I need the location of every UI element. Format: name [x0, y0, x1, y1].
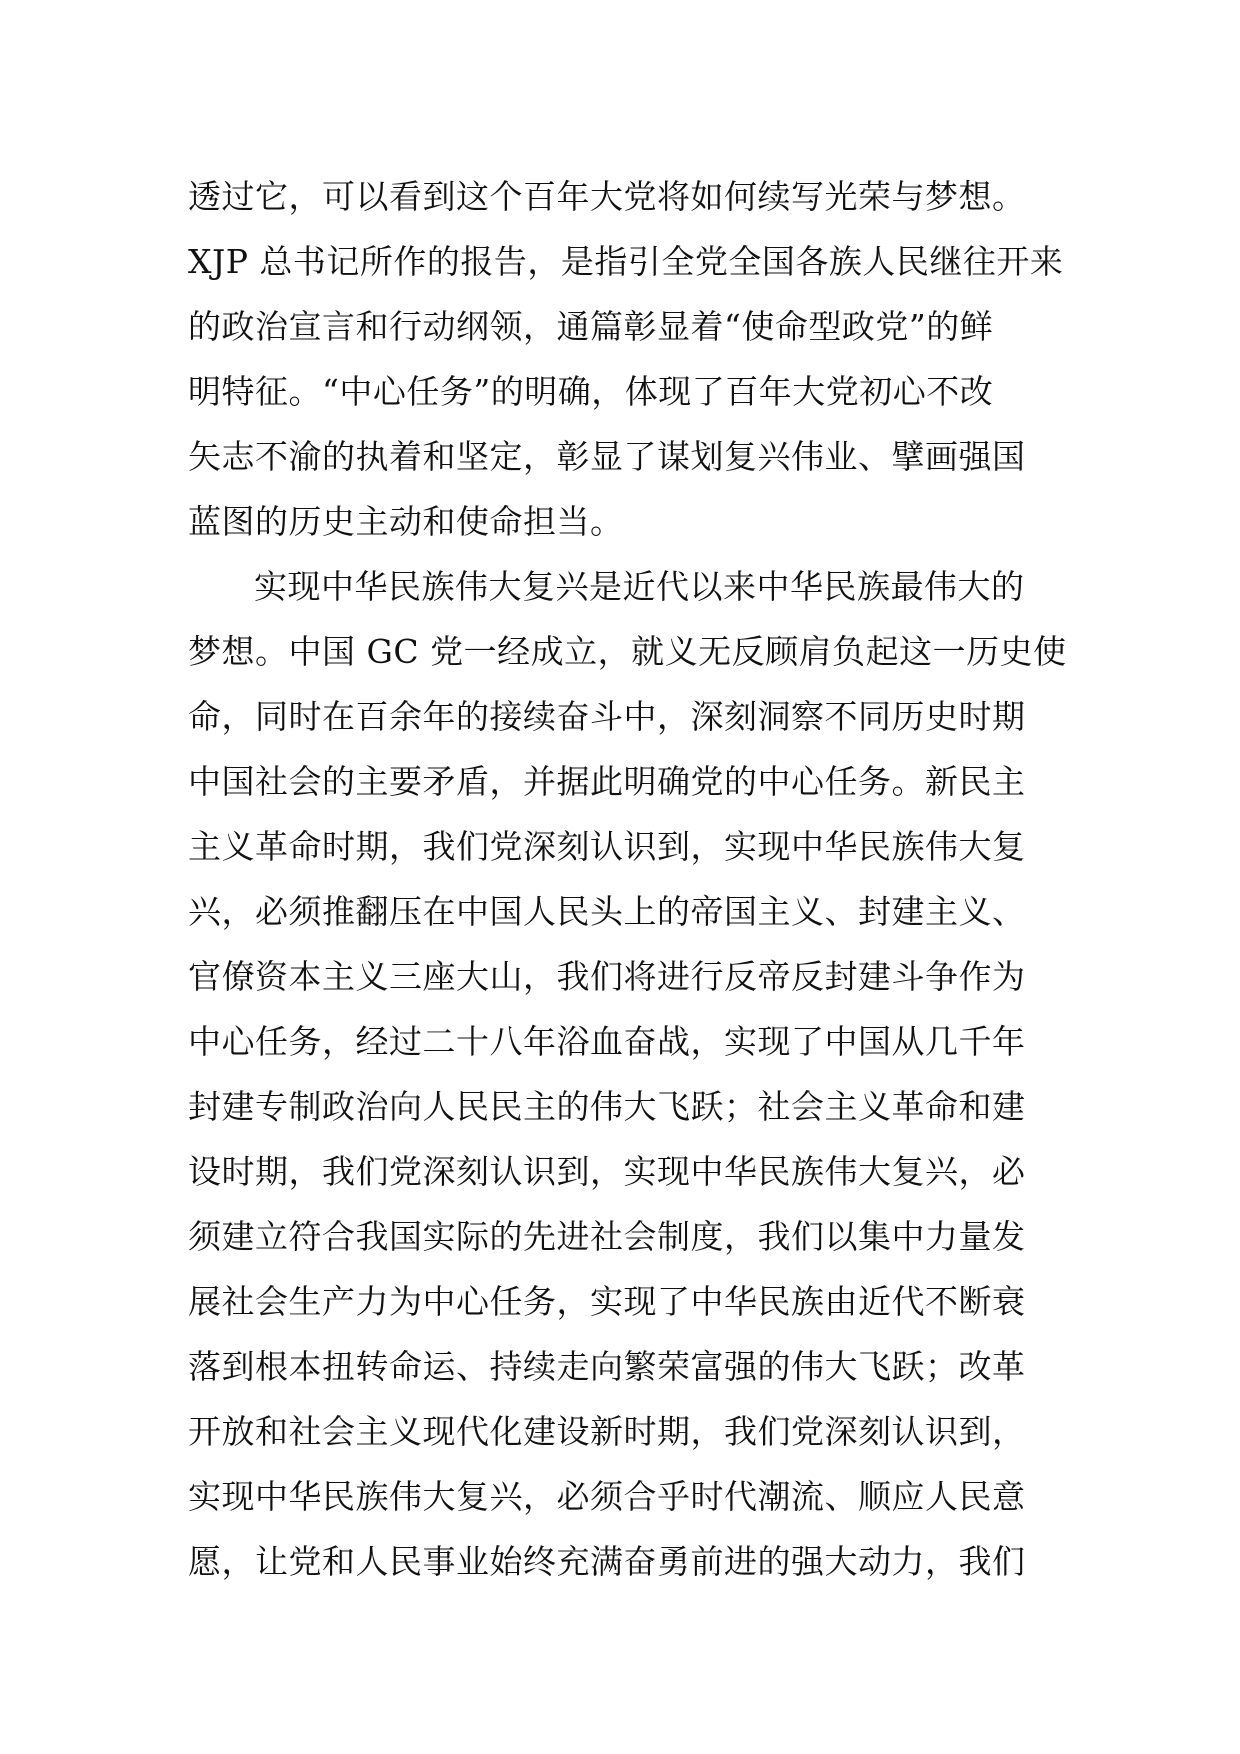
paragraph-1-line: 矢志不渝的执着和坚定，彰显了谋划复兴伟业、擘画强国	[188, 437, 1026, 476]
paragraph-2-line: 落到根本扭转命运、持续走向繁荣富强的伟大飞跃；改革	[188, 1347, 1026, 1386]
paragraph-1-line: 的政治宣言和行动纲领，通篇彰显着“使命型政党”的鲜	[188, 307, 994, 346]
body-text	[188, 164, 1067, 1594]
paragraph-2-line: 展社会生产力为中心任务，实现了中华民族由近代不断衰	[188, 1282, 1026, 1321]
paragraph-2-line: 兴，必须推翻压在中国人民头上的帝国主义、封建主义、	[188, 892, 1026, 931]
paragraph-1-line: XJP 总书记所作的报告，是指引全党全国各族人民继往开来	[188, 242, 1064, 281]
paragraph-2-line: 中国社会的主要矛盾，并据此明确党的中心任务。新民主	[188, 762, 1026, 801]
paragraph-1-line: 蓝图的历史主动和使命担当。	[188, 502, 624, 541]
paragraph-2-line: 开放和社会主义现代化建设新时期，我们党深刻认识到，	[188, 1412, 1026, 1451]
paragraph-1	[188, 164, 1064, 554]
paragraph-1-line: 明特征。“中心任务”的明确，体现了百年大党初心不改	[188, 372, 994, 411]
paragraph-2-line: 中心任务，经过二十八年浴血奋战，实现了中国从几千年	[188, 1022, 1026, 1061]
paragraph-1-line: 透过它，可以看到这个百年大党将如何续写光荣与梦想。	[188, 177, 1026, 216]
paragraph-2-line: 梦想。中国 GC 党一经成立，就义无反顾肩负起这一历史使	[188, 632, 1067, 671]
paragraph-2	[188, 554, 1067, 1594]
paragraph-2-line: 须建立符合我国实际的先进社会制度，我们以集中力量发	[188, 1217, 1026, 1256]
paragraph-2-line: 设时期，我们党深刻认识到，实现中华民族伟大复兴，必	[188, 1152, 1026, 1191]
paragraph-2-line: 官僚资本主义三座大山，我们将进行反帝反封建斗争作为	[188, 957, 1026, 996]
paragraph-2-line: 封建专制政治向人民民主的伟大飞跃；社会主义革命和建	[188, 1087, 1026, 1126]
paragraph-2-line: 实现中华民族伟大复兴是近代以来中华民族最伟大的	[254, 567, 1025, 606]
paragraph-2-line: 实现中华民族伟大复兴，必须合乎时代潮流、顺应人民意	[188, 1477, 1026, 1516]
paragraph-2-line: 主义革命时期，我们党深刻认识到，实现中华民族伟大复	[188, 827, 1026, 866]
paragraph-2-line: 愿，让党和人民事业始终充满奋勇前进的强大动力，我们	[188, 1542, 1026, 1581]
paragraph-2-line: 命，同时在百余年的接续奋斗中，深刻洞察不同历史时期	[188, 697, 1026, 736]
